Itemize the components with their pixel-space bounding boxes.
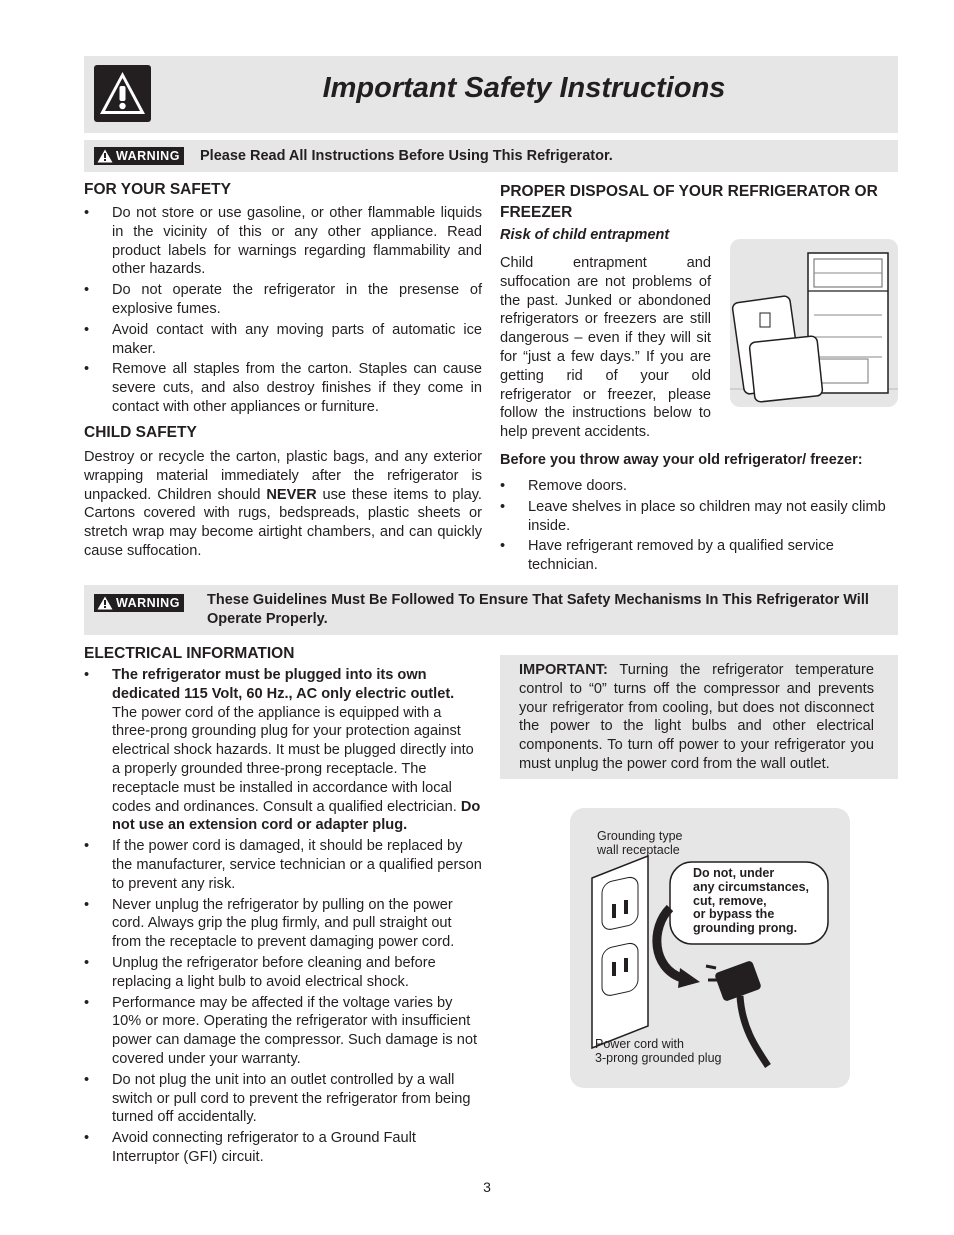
before-disposal-label: Before you throw away your old refrigerator/ freezer: xyxy=(500,452,863,468)
warning-badge-label: WARNING xyxy=(116,596,180,610)
grounding-callout xyxy=(693,867,809,936)
child-safety-heading: CHILD SAFETY xyxy=(84,424,197,441)
label-line: Grounding type xyxy=(597,829,683,843)
callout-line: cut, remove, xyxy=(693,893,767,908)
warning-text: These Guidelines Must Be Followed To Ensure That Safety Mechanisms In This Refrigerator Will Operate Properly. xyxy=(207,592,869,627)
list-item: • Do not store or use gasoline, or other flammable liquids in the vicinity of this or any other appliance. Read product labels for warnings regarding flammability and other hazards. xyxy=(84,204,482,279)
text-emphasis: NEVER xyxy=(266,486,317,503)
text-segment: Destroy or recycle the carton, plastic bags, and any exterior wrapping material immediately after the refrigerator is unpacked. Children should xyxy=(84,449,482,503)
important-label: IMPORTANT: xyxy=(519,662,608,678)
disposal-text: Child entrapment and suffocation are not problems of the past. Junked or abondoned refrigerators or freezers are still dangerous – even if they will sit for “just a few days.” If you are getting rid of your old refrigerator or freezer, please follow the instructions below to help prevent accidents. xyxy=(500,255,711,441)
list-item: • Have refrigerant removed by a qualified service technician. xyxy=(500,537,900,575)
text-segment: Turning the refrigerator temperature control to “0” turns off the compressor and prevents your refrigerator from cooling, but does not disconnect the power to the light bulbs and other electrical components. To turn off power to your refrigerator you must unplug the power cord from the wall outlet. xyxy=(519,662,874,772)
callout-line: any circumstances, xyxy=(693,879,810,894)
warning-text: Please Read All Instructions Before Using This Refrigerator. xyxy=(200,148,613,164)
disposal-subheading: Risk of child entrapment xyxy=(500,227,670,243)
page-title: Important Safety Instructions xyxy=(322,72,726,104)
power-cord-label xyxy=(595,1037,722,1065)
electrical-heading: ELECTRICAL INFORMATION xyxy=(84,645,295,662)
open-refrigerator-illustration xyxy=(730,239,898,407)
callout-line: Do not, under xyxy=(693,866,775,880)
disposal-list xyxy=(500,477,900,577)
child-safety-text xyxy=(84,448,482,561)
text-segment: The power cord of the appliance is equipped with a three-prong grounding plug for your protection against electrical shock hazards. It must be plugged directly into a properly grounded three-prong receptacle. The receptacle must be installed in accordance with local codes and ordinances. Consult a qualified electrician. xyxy=(112,704,474,815)
warning-small-icon xyxy=(97,149,113,163)
text-emphasis: The refrigerator must be plugged into its own dedicated 115 Volt, 60 Hz., AC only electric outlet. xyxy=(112,667,455,702)
text-emphasis: Do not use an extension cord or adapter plug. xyxy=(112,798,481,834)
list-item: • Do not operate the refrigerator in the presense of explosive fumes. xyxy=(84,281,482,319)
label-line: Power cord with xyxy=(595,1037,684,1051)
your-safety-list xyxy=(84,204,482,419)
page-number: 3 xyxy=(483,1179,491,1195)
list-item: • Never unplug the refrigerator by pulling on the power cord. Always grip the plug firmly, and pull straight out from the receptacle to prevent damaging power cord. xyxy=(84,896,482,952)
list-item: • Remove all staples from the carton. Staples can cause severe cuts, and also destroy finishes if they come in contact with other appliances or furniture. xyxy=(84,360,482,416)
callout-line: grounding prong. xyxy=(693,921,798,936)
list-item: • If the power cord is damaged, it should be replaced by the manufacturer, service technician or a qualified person to prevent any risk. xyxy=(84,837,482,893)
callout-line: or bypass the xyxy=(693,907,775,922)
warning-badge xyxy=(94,147,184,165)
warning-badge xyxy=(94,594,184,612)
list-item: • Avoid contact with any moving parts of automatic ice maker. xyxy=(84,321,482,359)
label-line: 3-prong grounded plug xyxy=(595,1051,722,1065)
warning-badge-label: WARNING xyxy=(116,149,180,163)
list-item: • Performance may be affected if the voltage varies by 10% or more. Operating the refrigerator with insufficient power can damage the compressor. Such damage is not covered under your warranty. xyxy=(84,994,482,1069)
warning-triangle-icon xyxy=(94,65,151,122)
list-item: • Avoid connecting refrigerator to a Ground Fault Interruptor (GFI) circuit. xyxy=(84,1129,482,1167)
important-text xyxy=(519,661,874,774)
list-item: • Unplug the refrigerator before cleaning and before replacing a light bulb to avoid electrical shock. xyxy=(84,954,482,992)
list-item: • Remove doors. xyxy=(500,477,900,496)
list-item: • Leave shelves in place so children may not easily climb inside. xyxy=(500,498,900,536)
disposal-heading: PROPER DISPOSAL OF YOUR REFRIGERATOR OR FREEZER xyxy=(500,183,878,221)
receptacle-label xyxy=(597,829,682,857)
your-safety-heading: FOR YOUR SAFETY xyxy=(84,181,231,198)
electrical-list xyxy=(84,666,482,1169)
text-segment: use these items to play. Cartons covered with rugs, bedspreads, plastic sheets or stretch wrap may become airtight chambers, and can quickly cause suffocation. xyxy=(84,486,482,559)
list-item xyxy=(84,666,482,835)
label-line: wall receptacle xyxy=(597,843,680,857)
list-item: • Do not plug the unit into an outlet controlled by a wall switch or pull cord to prevent the refrigerator from being turned off accidentally. xyxy=(84,1071,482,1127)
warning-small-icon xyxy=(97,596,113,610)
